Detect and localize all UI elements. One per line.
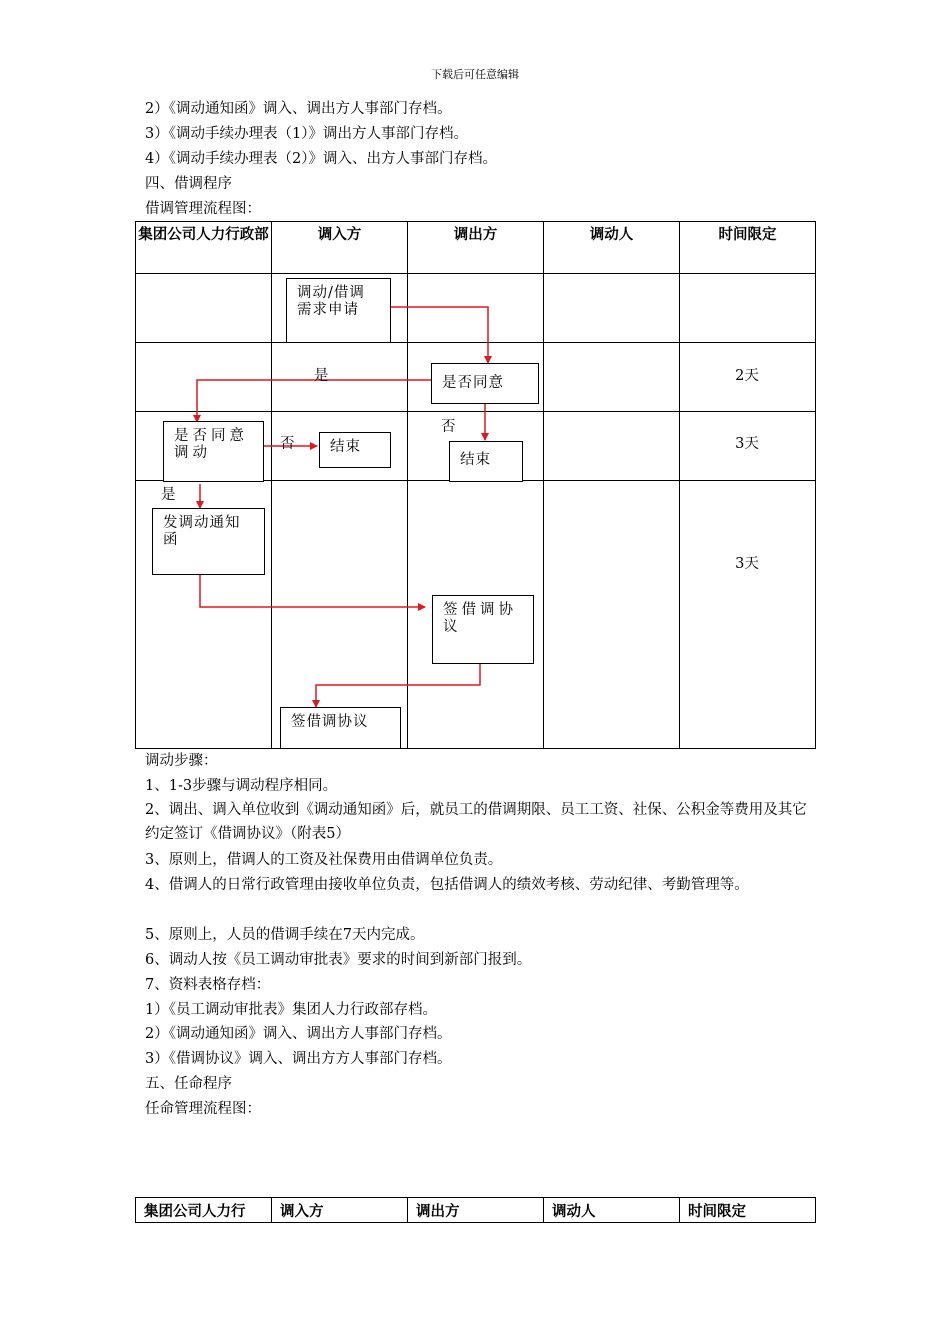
box-end-releasing: 结束 [449,441,523,482]
archive-line-2: 2）《调动通知函》调入、调出方人事部门存档。 [145,101,452,117]
step-4: 4、借调人的日常行政管理由接收单位负责，包括借调人的绩效考核、劳动纪律、考勤管理等。 [145,877,749,893]
flowchart-caption: 借调管理流程图： [145,201,261,217]
box-sign-releasing: 签借调协议 [432,595,534,664]
time-limit-3: 3天 [735,556,759,572]
bottom-col-releasing: 调出方 [408,1198,544,1223]
col-header-hr: 集团公司人力行政部 [136,222,272,274]
col-header-employee: 调动人 [544,222,680,274]
step-5: 5、原则上，人员的借调手续在7天内完成。 [145,927,425,943]
box-sign-receiving: 签借调协议 [280,707,401,749]
appointment-flowchart-caption: 任命管理流程图： [145,1101,261,1117]
bottom-col-time-limit: 时间限定 [680,1198,816,1223]
section-heading-appointment: 五、任命程序 [145,1076,232,1092]
bottom-col-receiving: 调入方 [272,1198,408,1223]
archive-item-2: 2）《调动通知函》调入、调出方人事部门存档。 [145,1026,452,1042]
bottom-col-employee: 调动人 [544,1198,680,1223]
step-1: 1、1-3步骤与调动程序相同。 [145,778,338,794]
page-header: 下载后可任意编辑 [431,68,519,81]
label-yes-2: 是 [161,487,176,503]
archive-line-3: 3）《调动手续办理表（1）》调出方人事部门存档。 [145,126,468,142]
appointment-flowchart-header [135,1197,816,1223]
box-end-receiving: 结束 [319,432,391,468]
archive-line-4: 4）《调动手续办理表（2）》调入、出方人事部门存档。 [145,151,497,167]
col-header-time-limit: 时间限定 [680,222,816,274]
section-heading-secondment: 四、借调程序 [145,176,232,192]
box-agree-hr: 是否同意调动 [163,421,264,482]
label-no-2: 否 [280,436,295,452]
box-request: 调动/借调需求申请 [286,278,391,343]
label-no-1: 否 [441,419,456,435]
col-header-receiving: 调入方 [272,222,408,274]
step-6: 6、调动人按《员工调动审批表》要求的时间到新部门报到。 [145,952,532,968]
steps-heading: 调动步骤： [145,753,218,769]
time-limit-2: 3天 [735,436,759,452]
box-agree-releasing: 是否同意 [431,363,539,404]
time-limit-1: 2天 [735,368,759,384]
col-header-releasing: 调出方 [408,222,544,274]
archive-item-3: 3）《借调协议》调入、调出方方人事部门存档。 [145,1051,452,1067]
step-7: 7、资料表格存档： [145,977,271,993]
step-2: 2、调出、调入单位收到《调动通知函》后，就员工的借调期限、员工工资、社保、公积金等费用及其它约定签订《借调协议》（附表5） [145,802,807,842]
bottom-col-hr: 集团公司人力行 [136,1198,272,1223]
secondment-flowchart [135,221,815,748]
box-notice: 发调动通知函 [152,508,265,575]
label-yes-1: 是 [314,368,329,384]
archive-item-1: 1）《员工调动审批表》集团人力行政部存档。 [145,1002,437,1018]
step-3: 3、原则上，借调人的工资及社保费用由借调单位负责。 [145,852,503,868]
